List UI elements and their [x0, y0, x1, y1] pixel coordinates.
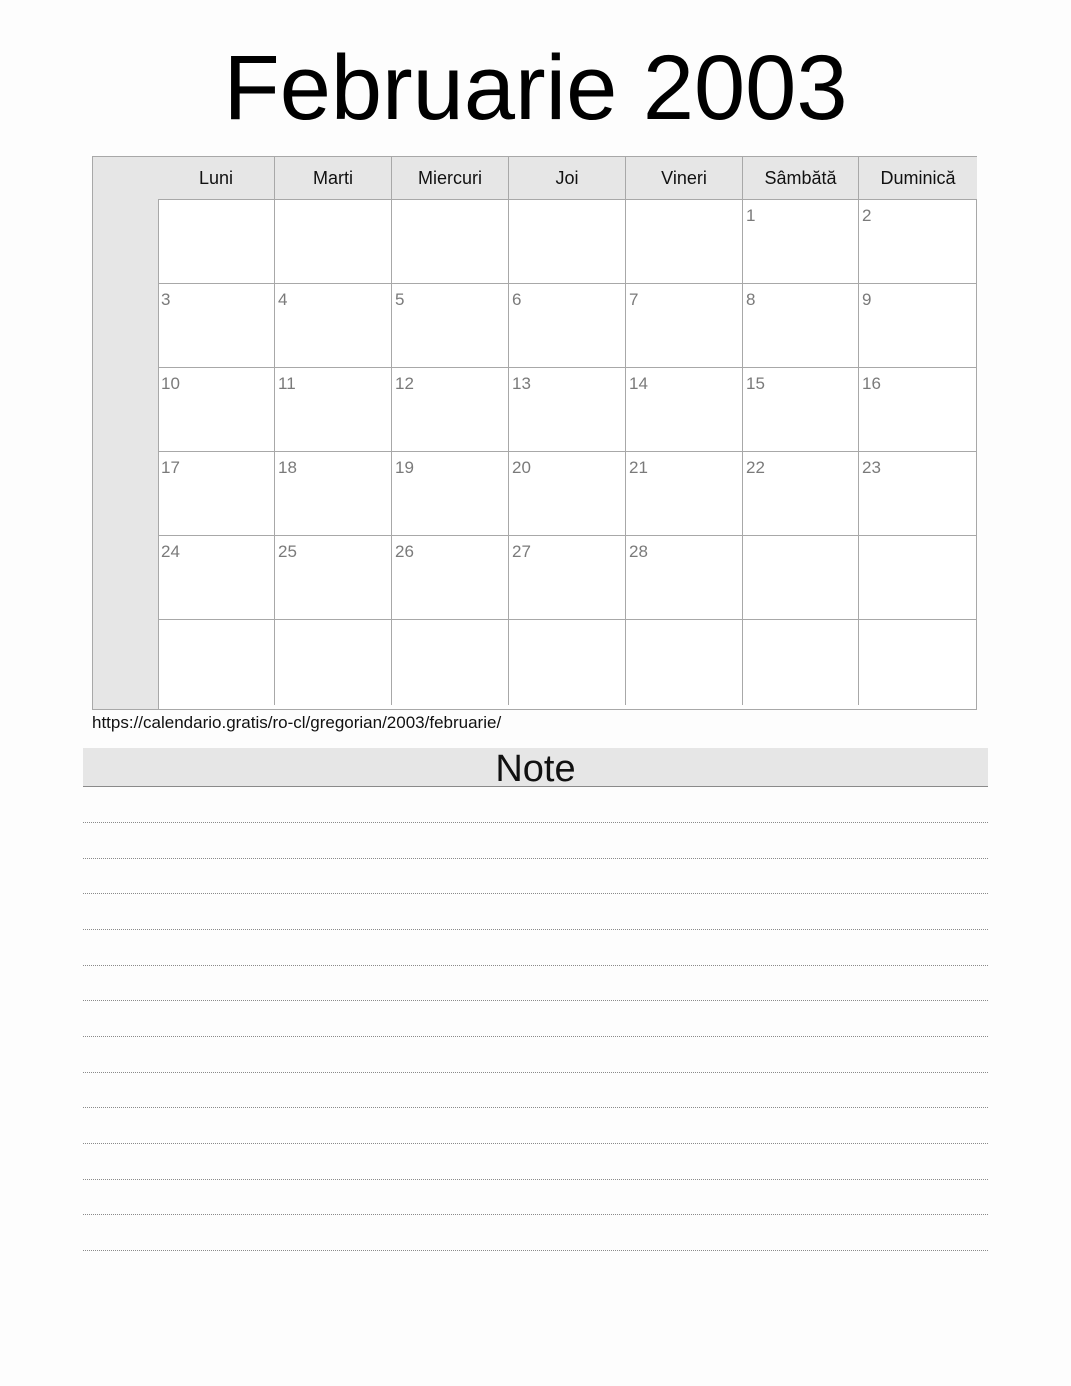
day-number: 6 [512, 290, 522, 309]
day-cell [626, 536, 743, 619]
day-cell [275, 620, 392, 705]
note-line [83, 1072, 988, 1073]
source-url: https://calendario.gratis/ro-cl/gregorian/2003/februarie/ [92, 713, 502, 732]
day-cell [509, 536, 626, 619]
day-cell [158, 536, 275, 619]
week-row [158, 284, 977, 368]
note-line [83, 1143, 988, 1144]
day-number: 9 [862, 290, 872, 309]
day-cell [626, 284, 743, 367]
day-cell [859, 536, 977, 619]
calendar-grid [158, 200, 977, 705]
day-cell [275, 284, 392, 367]
note-line [83, 858, 988, 859]
weekday-header: Joi [509, 157, 626, 199]
note-line [83, 1179, 988, 1180]
day-number: 3 [161, 290, 171, 309]
day-cell [158, 368, 275, 451]
day-number: 4 [278, 290, 288, 309]
day-cell [859, 200, 977, 283]
note-line [83, 1214, 988, 1215]
day-cell [392, 620, 509, 705]
day-cell [275, 452, 392, 535]
note-line [83, 822, 988, 823]
day-number: 21 [629, 458, 648, 477]
day-number: 27 [512, 542, 531, 561]
day-cell [509, 200, 626, 283]
day-cell [743, 368, 859, 451]
day-number: 25 [278, 542, 297, 561]
day-cell [626, 620, 743, 705]
week-number-column [93, 157, 159, 709]
day-cell [509, 368, 626, 451]
day-cell [275, 200, 392, 283]
day-cell [158, 200, 275, 283]
day-number: 12 [395, 374, 414, 393]
day-cell [392, 368, 509, 451]
day-number: 22 [746, 458, 765, 477]
day-number: 13 [512, 374, 531, 393]
day-cell [158, 452, 275, 535]
note-line [83, 1000, 988, 1001]
note-line [83, 929, 988, 930]
day-number: 5 [395, 290, 405, 309]
day-number: 16 [862, 374, 881, 393]
day-cell [509, 452, 626, 535]
week-row [158, 452, 977, 536]
week-row [158, 620, 977, 705]
day-cell [158, 620, 275, 705]
note-line [83, 965, 988, 966]
day-cell [743, 200, 859, 283]
day-number: 14 [629, 374, 648, 393]
day-cell [743, 284, 859, 367]
weekday-header: Luni [158, 157, 275, 199]
notes-heading: Note [83, 748, 988, 787]
month-calendar [92, 156, 977, 710]
day-number: 28 [629, 542, 648, 561]
note-line [83, 1036, 988, 1037]
weekday-header: Miercuri [392, 157, 509, 199]
day-cell [509, 284, 626, 367]
day-cell [392, 284, 509, 367]
weekday-header: Sâmbătă [743, 157, 859, 199]
day-cell [392, 200, 509, 283]
day-number: 17 [161, 458, 180, 477]
weekday-header-row [158, 157, 977, 200]
day-number: 19 [395, 458, 414, 477]
day-number: 1 [746, 206, 756, 225]
day-number: 24 [161, 542, 180, 561]
weekday-header: Duminică [880, 168, 956, 188]
day-cell [392, 452, 509, 535]
note-line [83, 1250, 988, 1251]
day-number: 11 [278, 374, 296, 393]
day-cell [743, 620, 859, 705]
week-row [158, 536, 977, 620]
day-cell [743, 536, 859, 619]
day-number: 23 [862, 458, 881, 477]
weekday-header: Marti [275, 157, 392, 199]
day-cell [859, 452, 977, 535]
day-number: 18 [278, 458, 297, 477]
day-cell [509, 620, 626, 705]
day-cell [859, 284, 977, 367]
week-row [158, 200, 977, 284]
day-cell [275, 536, 392, 619]
week-row [158, 368, 977, 452]
day-number: 2 [862, 206, 872, 225]
day-cell [392, 536, 509, 619]
weekday-header: Vineri [626, 157, 743, 199]
day-cell [859, 368, 977, 451]
day-cell [158, 284, 275, 367]
day-number: 10 [161, 374, 180, 393]
note-line [83, 893, 988, 894]
day-cell [626, 368, 743, 451]
day-number: 26 [395, 542, 414, 561]
day-number: 7 [629, 290, 639, 309]
day-cell [626, 452, 743, 535]
day-cell [743, 452, 859, 535]
day-cell [626, 200, 743, 283]
day-number: 20 [512, 458, 531, 477]
day-number: 8 [746, 290, 756, 309]
day-number: 15 [746, 374, 765, 393]
note-line [83, 1107, 988, 1108]
day-cell [859, 620, 977, 705]
day-cell [275, 368, 392, 451]
page-title: Februarie 2003 [223, 37, 848, 139]
